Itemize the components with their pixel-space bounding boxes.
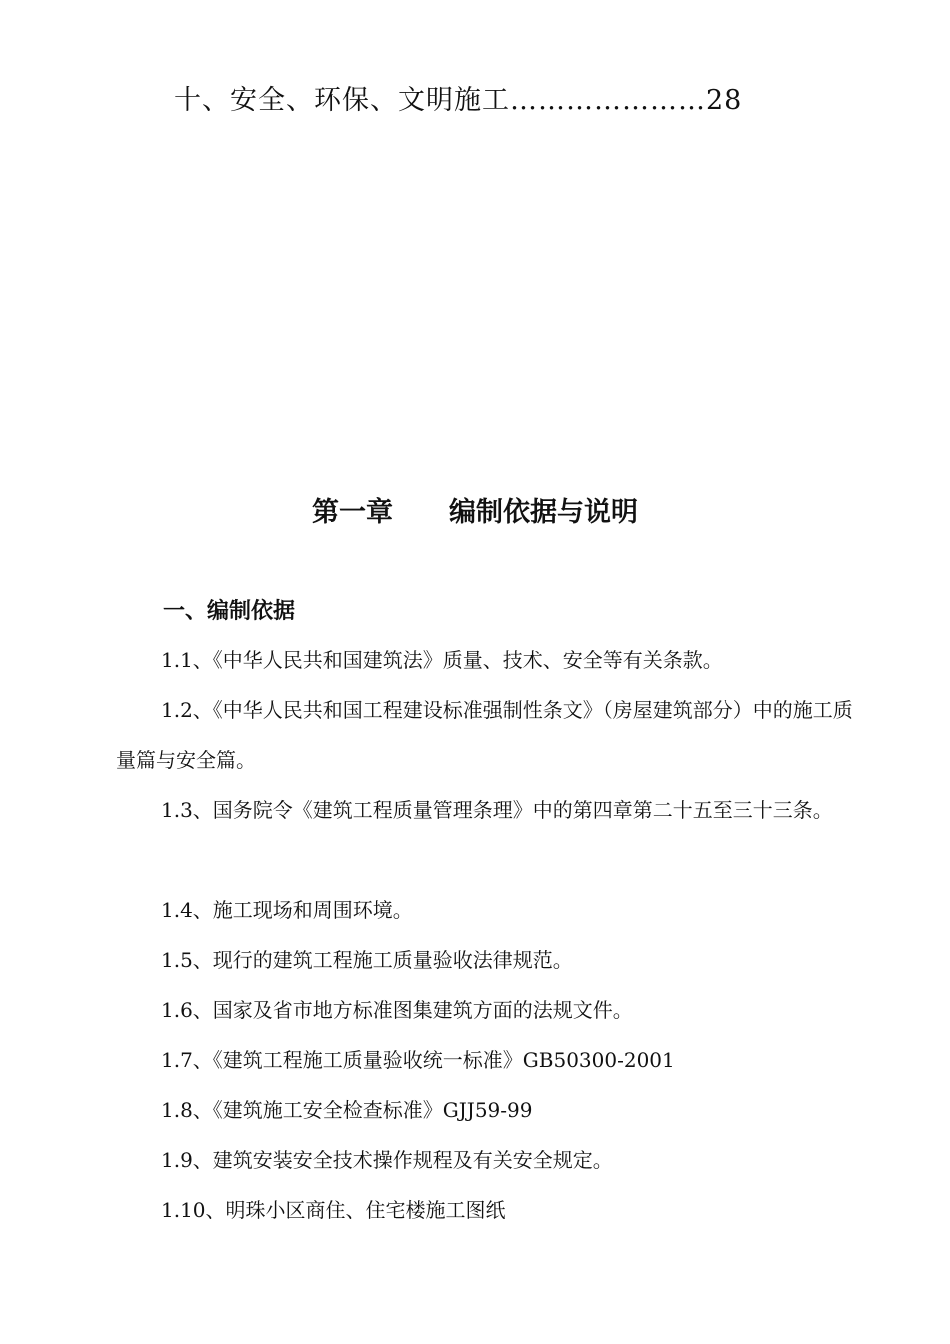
chapter-number: 第一章 xyxy=(312,497,393,528)
toc-leader: ………………… xyxy=(510,85,706,116)
toc-page-number: 28 xyxy=(706,85,743,116)
list-item: 1.6、国家及省市地方标准图集建筑方面的法规文件。 xyxy=(161,998,633,1022)
list-item: 1.7、《建筑工程施工质量验收统一标准》GB50300-2001 xyxy=(161,1048,675,1072)
toc-entry xyxy=(174,78,742,117)
list-item: 1.5、现行的建筑工程施工质量验收法律规范。 xyxy=(161,948,573,972)
toc-entry-title: 十、安全、环保、文明施工 xyxy=(174,85,510,116)
chapter-name: 编制依据与说明 xyxy=(449,497,638,528)
list-item: 1.1、《中华人民共和国建筑法》质量、技术、安全等有关条款。 xyxy=(161,648,723,672)
list-item: 1.4、施工现场和周围环境。 xyxy=(161,898,413,922)
list-item: 1.2、《中华人民共和国工程建设标准强制性条文》（房屋建筑部分）中的施工质量篇与安全篇。 xyxy=(116,698,853,772)
list-item: 1.3、国务院令《建筑工程质量管理条理》中的第四章第二十五至三十三条。 xyxy=(161,798,833,822)
list-item: 1.10、明珠小区商住、住宅楼施工图纸 xyxy=(161,1198,506,1222)
section-heading: 一、编制依据 xyxy=(163,599,296,624)
list-item: 1.8、《建筑施工安全检查标准》GJJ59-99 xyxy=(161,1098,533,1122)
list-item: 1.9、建筑安装安全技术操作规程及有关安全规定。 xyxy=(161,1148,613,1172)
chapter-title xyxy=(0,490,950,529)
